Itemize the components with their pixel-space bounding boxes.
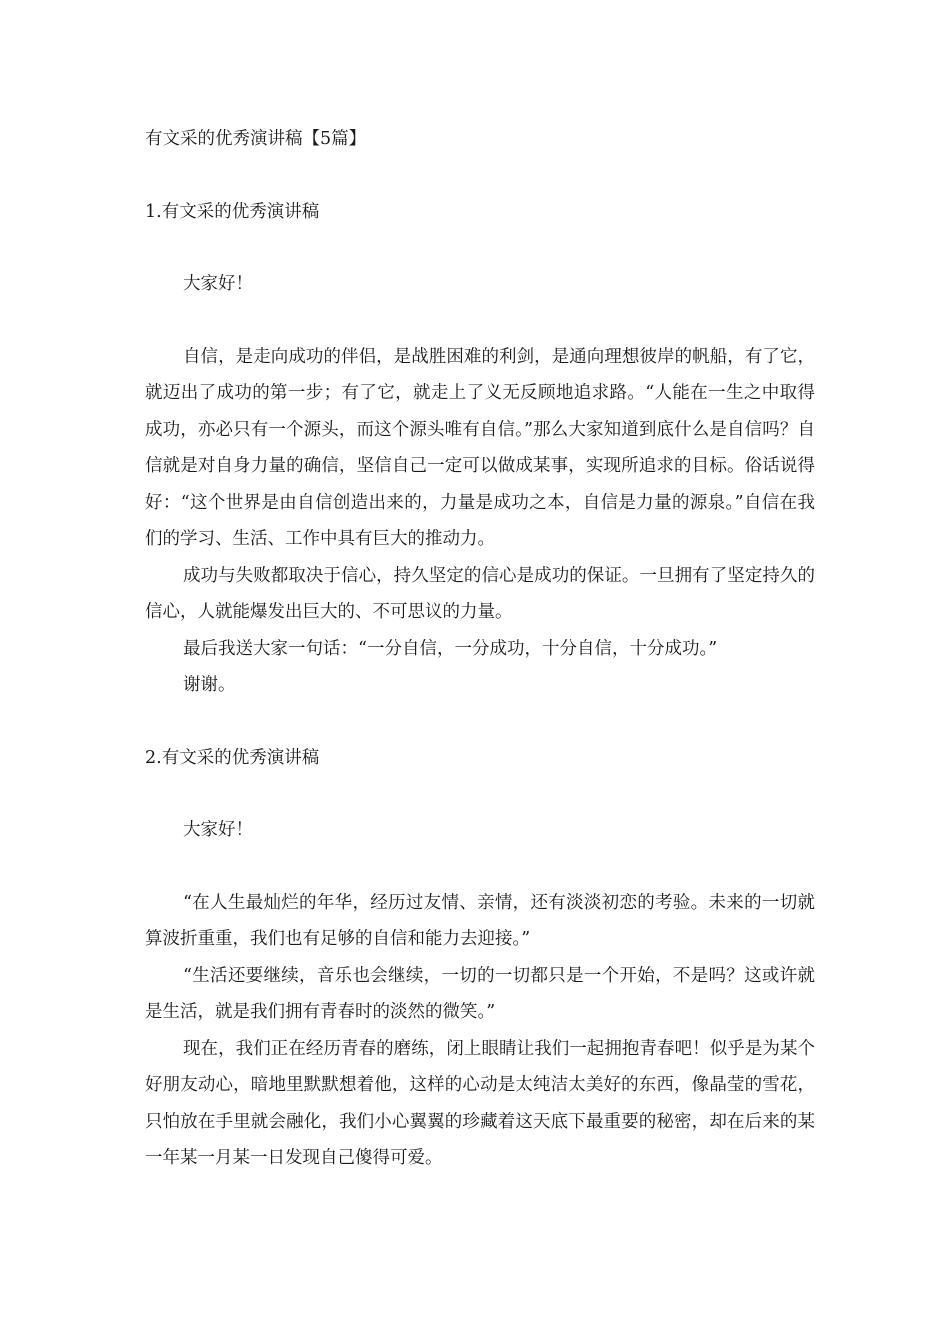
paragraph: 最后我送大家一句话：“一分自信，一分成功，十分自信，十分成功。” (183, 638, 718, 659)
greeting: 大家好！ (183, 274, 253, 294)
paragraph: 成功与失败都取决于信心，持久坚定的信心是成功的保证。一旦拥有了坚定持久的信心，人就能爆发出巨大的、不可思议的力量。 (145, 565, 815, 622)
paragraph: 谢谢。 (183, 675, 236, 695)
document-page (145, 121, 815, 1177)
document-title: 有文采的优秀演讲稿【5篇】 (145, 129, 367, 149)
section-heading: 1.有文采的优秀演讲稿 (145, 201, 320, 222)
speech-section-1 (145, 194, 815, 704)
paragraph: 现在，我们正在经历青春的磨练，闭上眼睛让我们一起拥抱青春吧！似乎是为某个好朋友动心，暗地里默默想着他，这样的心动是太纯洁太美好的东西，像晶莹的雪花，只怕放在手里就会融化，我们小心翼翼的珍藏着这天底下最重要的秘密，却在后来的某一年某一月某一日发现自己傻得可爱。 (145, 1038, 815, 1168)
paragraph: “生活还要继续，音乐也会继续，一切的一切都只是一个开始，不是吗？这或许就是生活，就是我们拥有青春时的淡然的微笑。” (145, 965, 815, 1022)
section-heading: 2.有文采的优秀演讲稿 (145, 747, 320, 768)
speech-section-2 (145, 740, 815, 1177)
paragraph: “在人生最灿烂的年华，经历过友情、亲情，还有淡淡初恋的考验。未来的一切就算波折重重，我们也有足够的自信和能力去迎接。” (145, 892, 815, 949)
paragraph: 自信，是走向成功的伴侣，是战胜困难的利剑，是通向理想彼岸的帆船，有了它，就迈出了成功的第一步；有了它，就走上了义无反顾地追求路。“人能在一生之中取得成功，亦必只有一个源头，而这个源头唯有自信。”那么大家知道到底什么是自信吗？自信就是对自身力量的确信，坚信自己一定可以做成某事，实现所追求的目标。俗话说得好：“这个世界是由自信创造出来的，力量是成功之本，自信是力量的源泉。”自信在我们的学习、生活、工作中具有巨大的推动力。 (145, 346, 815, 549)
greeting: 大家好！ (183, 820, 253, 840)
